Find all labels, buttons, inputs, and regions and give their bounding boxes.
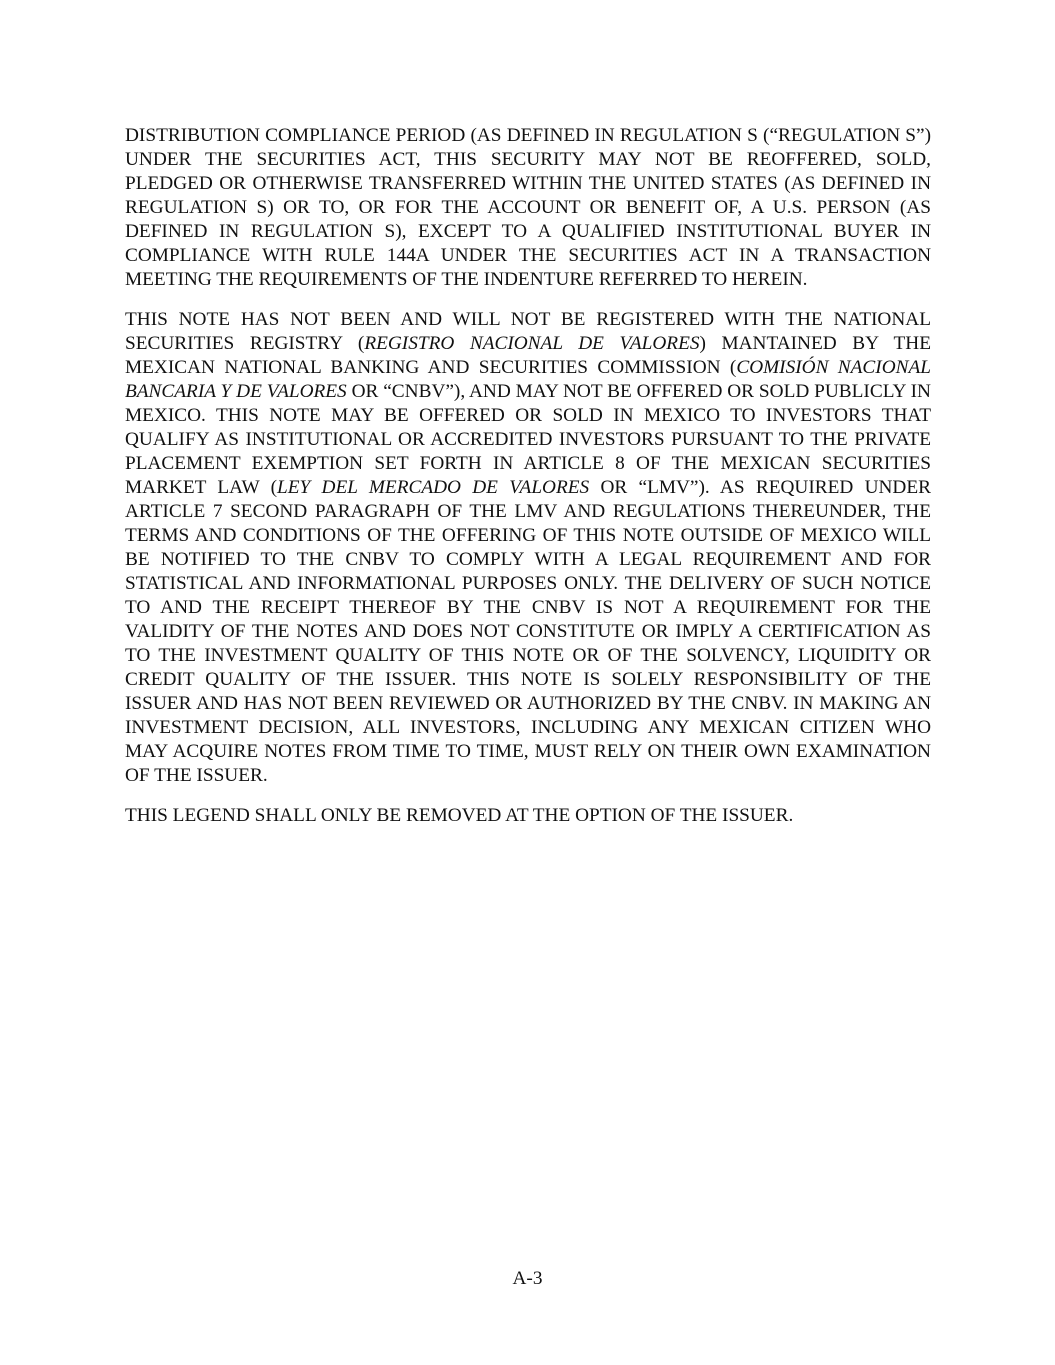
paragraph-distribution-compliance: DISTRIBUTION COMPLIANCE PERIOD (AS DEFINED IN REGULATION S (“REGULATION S”) UNDER THE SECURITIES ACT, THIS SECURITY MAY NOT BE REOFFERED, SOLD, PLEDGED OR OTHERWISE TRANSFERRED WITHIN THE UNITED STATES (AS DEFINED IN REGULATION S) OR TO, OR FOR THE ACCOUNT OR BENEFIT OF, A U.S. PERSON (AS DEFINED IN REGULATION S), EXCEPT TO A QUALIFIED INSTITUTIONAL BUYER IN COMPLIANCE WITH RULE 144A UNDER THE SECURITIES ACT IN A TRANSACTION MEETING THE REQUIREMENTS OF THE INDENTURE REFERRED TO HEREIN.	[125, 125, 931, 290]
paragraph-legend-removal: THIS LEGEND SHALL ONLY BE REMOVED AT THE OPTION OF THE ISSUER.	[125, 805, 794, 826]
document-body	[125, 124, 931, 844]
italic-commission-name: COMISIÓN NACIONAL BANCARIA Y DE VALORES	[125, 357, 931, 402]
page-number: A-3	[512, 1268, 543, 1289]
paragraph-segment: THIS NOTE HAS NOT BEEN AND WILL NOT BE REGISTERED WITH THE NATIONAL SECURITIES REGISTRY (	[125, 309, 931, 354]
italic-registry-name: REGISTRO NACIONAL DE VALORES	[364, 333, 700, 354]
paragraph-segment: OR “CNBV”), AND MAY NOT BE OFFERED OR SOLD PUBLICLY IN MEXICO. THIS NOTE MAY BE OFFERED OR SOLD IN MEXICO TO INVESTORS THAT QUALIFY AS INSTITUTIONAL OR ACCREDITED INVESTORS PURSUANT TO THE PRIVATE PLACEMENT EXEMPTION SET FORTH IN ARTICLE 8 OF THE MEXICAN SECURITIES MARKET LAW (	[125, 381, 931, 498]
italic-law-name: LEY DEL MERCADO DE VALORES	[277, 477, 590, 498]
paragraph-segment: OR “LMV”). AS REQUIRED UNDER ARTICLE 7 SECOND PARAGRAPH OF THE LMV AND REGULATIONS THEREUNDER, THE TERMS AND CONDITIONS OF THE OFFERING OF THIS NOTE OUTSIDE OF MEXICO WILL BE NOTIFIED TO THE CNBV TO COMPLY WITH A LEGAL REQUIREMENT AND FOR STATISTICAL AND INFORMATIONAL PURPOSES ONLY. THE DELIVERY OF SUCH NOTICE TO AND THE RECEIPT THEREOF BY THE CNBV IS NOT A REQUIREMENT FOR THE VALIDITY OF THE NOTES AND DOES NOT CONSTITUTE OR IMPLY A CERTIFICATION AS TO THE INVESTMENT QUALITY OF THIS NOTE OR OF THE SOLVENCY, LIQUIDITY OR CREDIT QUALITY OF THE ISSUER. THIS NOTE IS SOLELY RESPONSIBILITY OF THE ISSUER AND HAS NOT BEEN REVIEWED OR AUTHORIZED BY THE CNBV. IN MAKING AN INVESTMENT DECISION, ALL INVESTORS, INCLUDING ANY MEXICAN CITIZEN WHO MAY ACQUIRE NOTES FROM TIME TO TIME, MUST RELY ON THEIR OWN EXAMINATION OF THE ISSUER.	[125, 477, 931, 786]
paragraph-mexican-securities-legend	[125, 308, 931, 788]
paragraph-segment: ) MANTAINED BY THE MEXICAN NATIONAL BANKING AND SECURITIES COMMISSION (	[125, 333, 931, 378]
